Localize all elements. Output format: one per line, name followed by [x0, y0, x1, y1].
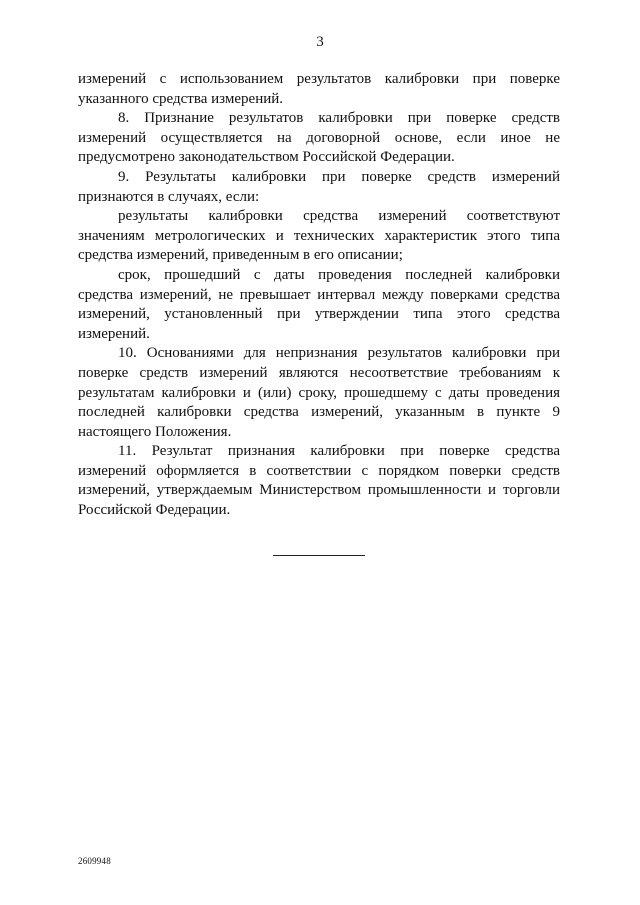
paragraph-item-11: 11. Результат признания калибровки при поверке средства измерений оформляется в соответствии с порядком поверки средств измерений, утверждаемым Министерством промышленности и торговли Российской Федерации. [78, 443, 560, 519]
paragraph-item-10: 10. Основаниями для непризнания результатов калибровки при поверке средств измерений являются несоответствие требованиям к результатам калибровки и (или) сроку, прошедшему с даты проведения последней калибровки средства измерений, указанным в пункте 9 настоящего Положения. [78, 345, 560, 440]
document-code: 2609948 [78, 856, 111, 866]
paragraph-item-9-condition-2: срок, прошедший с даты проведения последней калибровки средства измерений, не превышает интервал между поверками средства измерений, установленный при утверждении типа этого средства измерений. [78, 266, 560, 342]
end-divider-line [273, 555, 365, 556]
page-number: 3 [316, 34, 324, 50]
paragraph-continuation: измерений с использованием результатов калибровки при поверке указанного средства измерений. [78, 71, 560, 107]
document-body [78, 70, 560, 521]
paragraph-item-9-condition-1: результаты калибровки средства измерений соответствуют значениям метрологических и технических характеристик этого типа средства измерений, приведенным в его описании; [78, 208, 560, 264]
paragraph-item-8: 8. Признание результатов калибровки при поверке средств измерений осуществляется на договорной основе, если иное не предусмотрено законодательством Российской Федерации. [78, 110, 560, 166]
paragraph-item-9: 9. Результаты калибровки при поверке средств измерений признаются в случаях, если: [78, 168, 560, 205]
